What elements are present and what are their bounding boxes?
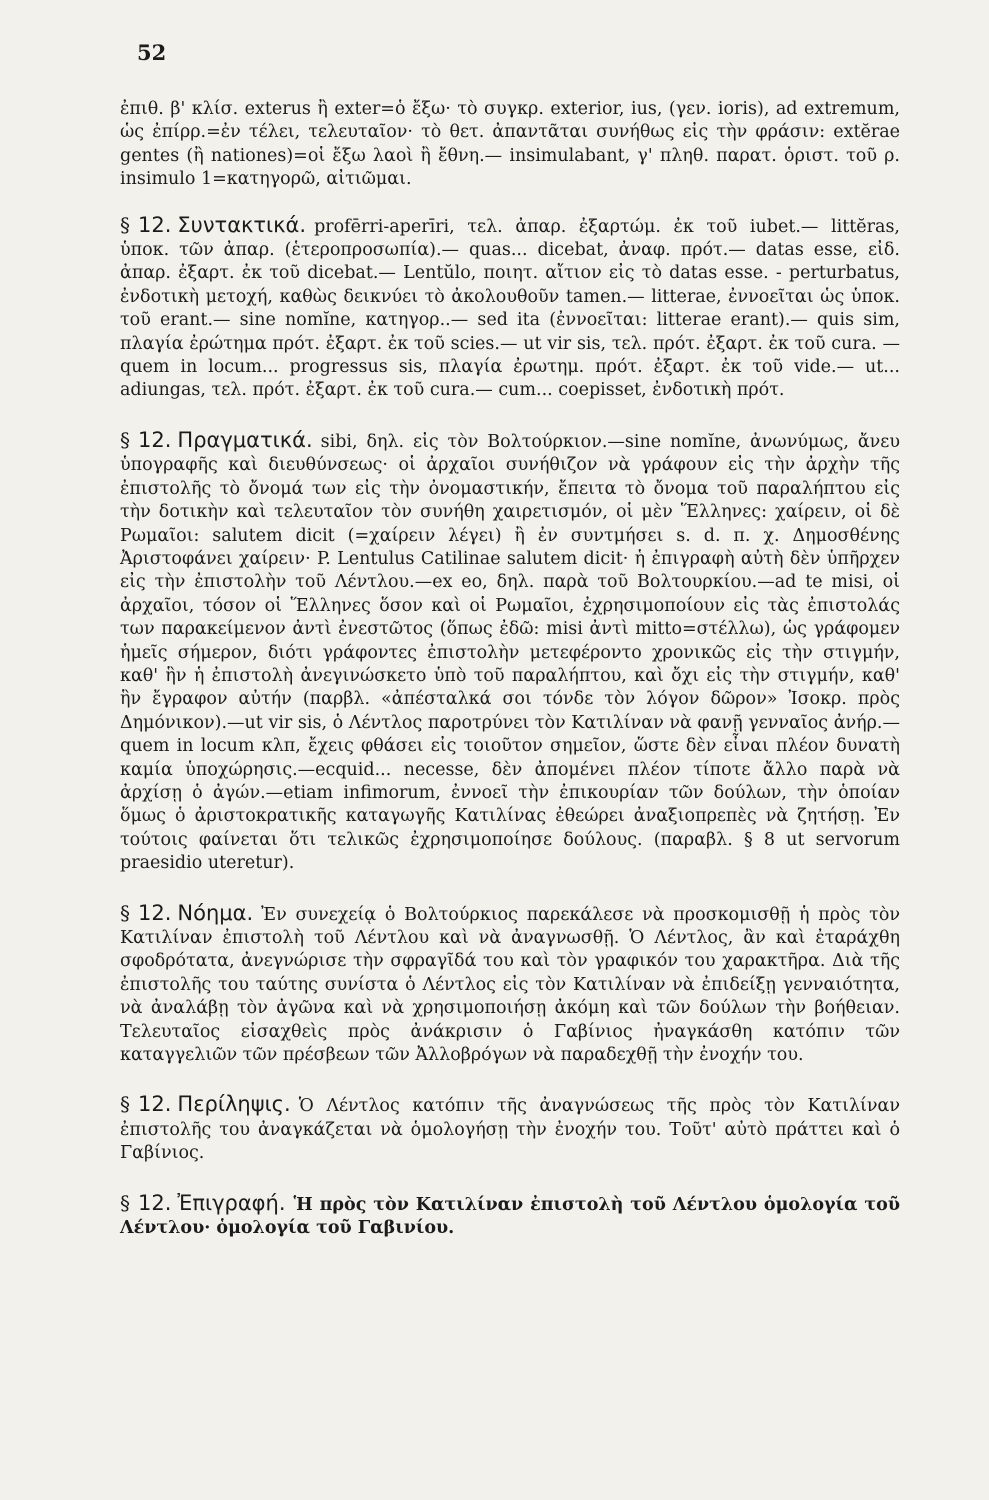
section-text: profērri-aperīri, τελ. ἀπαρ. ἐξαρτώμ. ἐκ τοῦ iubet.— littĕras, ὑποκ. τῶν ἀπαρ. (ἑτεροπροσωπία).— quas... dicebat, ἀναφ. πρότ.— datas esse, εἰδ. ἀπαρ. ἐξαρτ. ἐκ τοῦ dicebat.— Lentŭlo, ποιητ. αἴτιον εἰς τὸ datas esse. - perturbatus, ἐνδοτικὴ μετοχή, καθὼς δεικνύει τὸ ἀκολουθοῦν tamen.— litterae, ἐννοεῖται ὡς ὑποκ. τοῦ erant.— sine nomĭne, κατηγορ..— sed ita (ἐννοεῖται: litterae erant).— quis sim, πλαγία ἐρώτημα πρότ. ἐξαρτ. ἐκ τοῦ scies.— ut vir sis, τελ. πρότ. ἐξαρτ. ἐκ τοῦ cura. — quem in locum... progressus sis, πλαγία ἐρωτημ. πρότ. ἐξαρτ. ἐκ τοῦ vide.— ut... adiungas, τελ. πρότ. ἐξαρτ. ἐκ τοῦ cura.— cum... coepisset, ἐνδοτικὴ πρότ.	[120, 216, 900, 401]
section-title: Περίληψις.	[177, 1092, 291, 1117]
section-noima	[120, 902, 900, 1068]
section-title: Πραγματικά.	[177, 427, 313, 452]
section-syntaktika	[120, 214, 900, 403]
section-text: sibi, δηλ. εἰς τὸν Βολτούρκιον.—sine nomĭne, ἀνωνύμως, ἄνευ ὑπογραφῆς καὶ διευθύνσεως· οἱ ἀρχαῖοι συνήθιζον νὰ γράφουν εἰς τὴν ἀρχὴν τῆς ἐπιστολῆς τὸ ὄνομά των εἰς τὴν ὀνομαστικήν, ἔπειτα τὸ ὄνομα τοῦ παραλήπτου εἰς τὴν δοτικὴν καὶ τελευταῖον τὸν συνήθη χαιρετισμόν, οἱ μὲν Ἕλληνες: χαίρειν, οἱ δὲ Ρωμαῖοι: salutem dicit (=χαίρειν λέγει) ἢ ἐν συντμήσει s. d. π. χ. Δημοσθένης Ἀριστοφάνει χαίρειν· P. Lentulus Catilinae salutem dicit· ἡ ἐπιγραφὴ αὐτὴ δὲν ὑπῆρχεν εἰς τὴν ἐπιστολὴν τοῦ Λέντλου.—ex eo, δηλ. παρὰ τοῦ Βολτουρκίου.—ad te misi, οἱ ἀρχαῖοι, τόσον οἱ Ἕλληνες ὅσον καὶ οἱ Ρωμαῖοι, ἐχρησιμοποίουν εἰς τὰς ἐπιστολάς των παρακείμενον ἀντὶ ἐνεστῶτος (ὅπως ἐδῶ: misi ἀντὶ mitto=στέλλω), ὡς γράφομεν ἡμεῖς σήμερον, διότι γράφοντες ἐπιστολὴν μετεφέροντο χρονικῶς εἰς τὴν στιγμήν, καθ' ἣν ἡ ἐπιστολὴ ἀνεγινώσκετο ὑπὸ τοῦ παραλήπτου, καὶ ὄχι εἰς τὴν στιγμήν, καθ' ἣν ἔγραφον αὐτήν (παρβλ. «ἀπέσταλκά σοι τόνδε τὸν λόγον δῶρον» Ἰσοκρ. πρὸς Δημόνικον).—ut vir sis, ὁ Λέντλος παροτρύνει τὸν Κατιλίναν νὰ φανῇ γενναῖος ἀνήρ.—quem in locum κλπ, ἔχεις φθάσει εἰς τοιοῦτον σημεῖον, ὥστε δὲν εἶναι πλέον δυνατὴ καμία ὑποχώρησις.—ecquid... necesse, δὲν ἀπομένει πλέον τίποτε ἄλλο παρὰ νὰ ἀρχίσῃ ὁ ἀγών.—etiam infimorum, ἐννοεῖ τὴν ἐπικουρίαν τῶν δούλων, τὴν ὁποίαν ὅμως ὁ ἀριστοκρατικῆς καταγωγῆς Κατιλίνας ἐθεώρει ἀναξιοπρεπὲς νὰ ζητήσῃ. Ἐν τούτοις φαίνεται ὅτι τελικῶς ἐχρησιμοποίησε δούλους. (παραβλ. § 8 ut servorum praesidio uteretur).	[120, 431, 900, 874]
section-number: 12.	[138, 1092, 172, 1117]
section-text: Ἐν συνεχείᾳ ὁ Βολτούρκιος παρεκάλεσε νὰ προσκομισθῇ ἡ πρὸς τὸν Κατιλίναν ἐπιστολὴ τοῦ Λέντλου καὶ νὰ ἀναγνωσθῇ. Ὁ Λέντλος, ἂν καὶ ἐταράχθη σφοδρότατα, ἀνεγνώρισε τὴν σφραγῖδά του καὶ τὸν γραφικόν του χαρακτῆρα. Διὰ τῆς ἐπιστολῆς του ταύτης συνίστα ὁ Λέντλος εἰς τὸν Κατιλίναν νὰ ἐπιδείξῃ γενναιότητα, νὰ ἀναλάβῃ τὸν ἀγῶνα καὶ νὰ χρησιμοποιήσῃ ἀκόμη καὶ τῶν δούλων τὴν βοήθειαν. Τελευταῖος εἰσαχθεὶς πρὸς ἀνάκρισιν ὁ Γαβίνιος ἠναγκάσθη κατόπιν τῶν καταγγελιῶν τῶν πρέσβεων τῶν Ἀλλοβρόγων νὰ παραδεχθῇ τὴν ἐνοχήν του.	[120, 904, 900, 1066]
section-pragmatika	[120, 429, 900, 876]
section-title: Νόημα.	[177, 900, 254, 925]
page-content	[120, 98, 900, 1266]
section-title: Ἐπιγραφή.	[177, 1190, 286, 1215]
section-text: Ὁ Λέντλος κατόπιν τῆς ἀναγνώσεως τῆς πρὸς τὸν Κατιλίναν ἐπιστολῆς του ἀναγκάζεται νὰ ὁμολογήσῃ τὴν ἐνοχήν του. Τοῦτ' αὐτὸ πράττει καὶ ὁ Γαβίνιος.	[120, 1096, 900, 1164]
section-mark: §	[120, 1092, 130, 1117]
section-title: Συντακτικά.	[177, 212, 307, 237]
section-mark: §	[120, 212, 130, 237]
section-perilipsis	[120, 1093, 900, 1165]
section-text: Ἡ πρὸς τὸν Κατιλίναν ἐπιστολὴ τοῦ Λέντλου ὁμολογία τοῦ Λέντλου· ὁμολογία τοῦ Γαβινίου.	[120, 1194, 900, 1239]
section-epigrafi	[120, 1192, 900, 1241]
section-mark: §	[120, 427, 130, 452]
intro-paragraph: ἐπιθ. β' κλίσ. exterus ἢ exter=ὁ ἔξω· τὸ συγκρ. exterior, ius, (γεν. ioris), ad extremum, ὡς ἐπίρρ.=ἐν τέλει, τελευταῖον· τὸ θετ. ἀπαντᾶται συνήθως εἰς τὴν φράσιν: extĕrae gentes (ἢ nationes)=οἱ ἔξω λαοὶ ἢ ἔθνη.— insimulabant, γ' πληθ. παρατ. ὁριστ. τοῦ ρ. insimulo 1=κατηγορῶ, αἰτιῶμαι.	[120, 99, 900, 190]
section-number: 12.	[138, 1190, 172, 1215]
section-mark: §	[120, 1190, 130, 1215]
section-number: 12.	[138, 427, 172, 452]
section-number: 12.	[138, 212, 172, 237]
section-mark: §	[120, 900, 130, 925]
page-number: 52	[137, 40, 167, 65]
section-number: 12.	[138, 900, 172, 925]
